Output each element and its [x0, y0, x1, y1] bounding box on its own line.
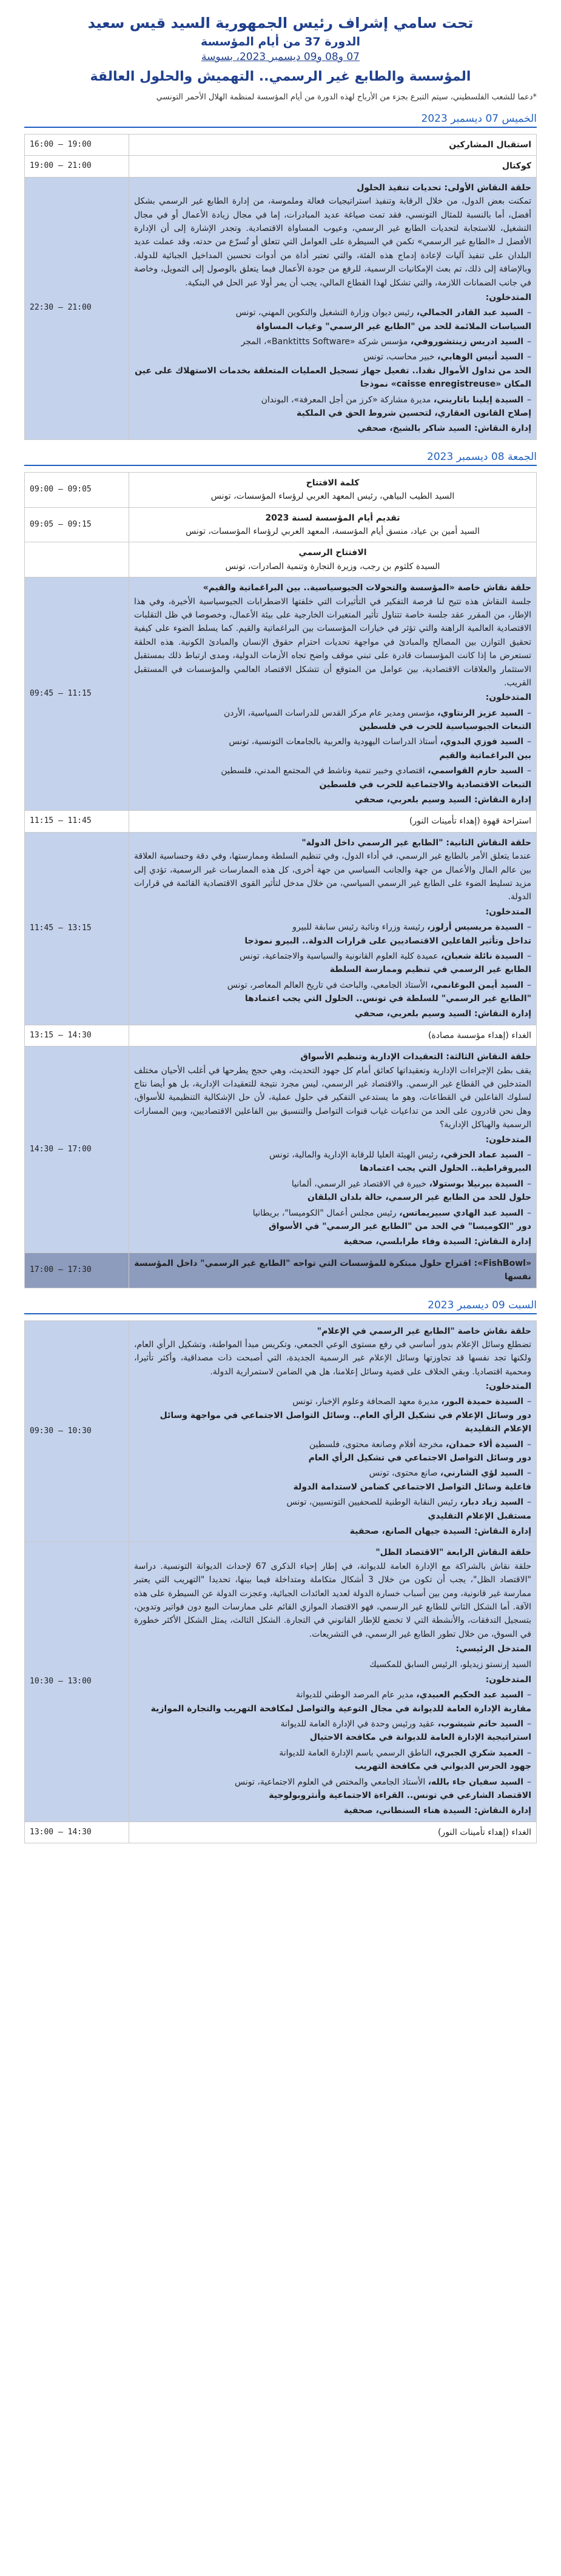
- speaker-role: رئيس ديوان وزارة التشغيل والتكوين المهني، تونس: [235, 308, 414, 318]
- session-description: تضطلع وسائل الإعلام بدور أساسي في رفع مستوى الوعي الجمعي، وتكريس مبدأ المواطنة، وتشكيل الرأي العام، ولكنها تجد نفسها قد تجاوزتها وسائل الإعلام غير الرسمية الجديدة، التي أصبحت ذات مصداقية، وأكثر تأثيرا، ومحمية اقتصاديا. وبقي الخلاف على قضية وسائل إعلامنا، هل هي الضامن لاستمرارية الدولة.: [134, 1339, 531, 1377]
- session-content: [129, 577, 537, 811]
- session-time: [25, 542, 129, 577]
- speakers-label: المتدخلون:: [485, 292, 531, 302]
- speaker-name: السيد عبد الهادي سبيريماتس،: [399, 1208, 523, 1218]
- session-content: [129, 811, 537, 832]
- session-row: [25, 1822, 537, 1843]
- program-header: [24, 15, 537, 84]
- speaker-dash: –: [527, 1468, 531, 1479]
- speaker-role: رئيس النقابة الوطنية للصحفيين التونسيين، تونس: [286, 1497, 457, 1508]
- speaker-line: [134, 735, 531, 748]
- speaker-name: السيد ادريس زينتشوروفي،: [410, 337, 523, 347]
- session-moderator: إدارة النقاش: السيدة وفاء طرابلسي، صحفية: [343, 1237, 531, 1247]
- speaker-role: عقيد ورئيس وحدة في الإدارة العامة للديوانة: [280, 1719, 435, 1729]
- day-heading: السبت 09 ديسمبر 2023: [24, 1299, 537, 1314]
- speaker-topic: "الطابع غير الرسمي" للسلطة في تونس.. الحلول التي يجب اعتمادها: [244, 994, 531, 1004]
- speaker-dash: –: [527, 352, 531, 362]
- session-time: 16:00 – 19:00: [25, 135, 129, 156]
- speaker-role: مؤسس شركة «Banktitts Software»، المجر: [241, 337, 408, 347]
- session-moderator: إدارة النقاش: السيدة جيهان الصانع، صحفية: [349, 1526, 531, 1536]
- session-title: حلقة النقاش الثانية: "الطابع غير الرسمي داخل الدولة": [301, 837, 531, 848]
- session-time: 11:45 – 13:15: [25, 832, 129, 1025]
- session-time: 11:15 – 11:45: [25, 811, 129, 832]
- session-content: [129, 1025, 537, 1046]
- speaker-line: [134, 1496, 531, 1509]
- speaker-role: رئيس مجلس أعمال "الكوميسا"، بريطانيا: [252, 1208, 397, 1218]
- speaker-name: السيد سفيان جاء بالله،: [428, 1777, 523, 1787]
- speakers-label: المتدخلون:: [485, 693, 531, 703]
- speaker-dash: –: [527, 766, 531, 776]
- speaker-line: [134, 1776, 531, 1789]
- speakers-label: المتدخلون:: [485, 1134, 531, 1145]
- speaker-name: السيد أيمن البوغانمي،: [430, 980, 523, 990]
- header-theme: المؤسسة والطابع غير الرسمي.. التهميش والحلول العالقة: [90, 69, 471, 84]
- speaker-line: [134, 393, 531, 407]
- speaker-name: السيد حاتم شيشوب،: [437, 1719, 523, 1729]
- speaker-line: [134, 1717, 531, 1731]
- speaker-name: العميد شكري الجبري،: [434, 1748, 523, 1758]
- donation-note: *دعما للشعب الفلسطيني، سيتم التبرع بجزء من الأرباح لهذه الدورة من أيام المؤسسة لمنظمة الهلال الأحمر التونسي: [156, 93, 537, 102]
- speakers-label: المتدخلون:: [485, 907, 531, 917]
- speaker-name: السيد أنيس الوهابي،: [437, 352, 523, 362]
- session-row: [25, 1253, 537, 1288]
- speaker-line: [134, 1177, 531, 1191]
- speaker-name: السيد عزيز الرنتاوي،: [437, 708, 523, 718]
- speaker-item: [134, 1206, 531, 1234]
- speaker-item: [134, 1717, 531, 1745]
- speaker-role: الأستاذ الجامعي والمختص في العلوم الاجتماعية، تونس: [235, 1777, 426, 1787]
- speaker-item: [134, 1688, 531, 1716]
- speaker-line: [134, 306, 531, 319]
- speaker-dash: –: [527, 1777, 531, 1787]
- session-title: الافتتاح الرسمي: [298, 548, 367, 558]
- speaker-topic: البيروقراطية.. الحلول التي يجب اعتمادها: [360, 1163, 531, 1174]
- session-time: 10:30 – 13:00: [25, 1542, 129, 1822]
- session-content: [129, 1253, 537, 1288]
- speaker-line: [134, 920, 531, 934]
- session-description: جلسة النقاش هذه تتيح لنا فرصة التفكير في التأثيرات التي خلفتها الاضطرابات الجيوسياسية الأخيرة، وفي هذا الإطار، من المقرر عقد جلسة خاصة تتناول تأثير المتغيرات الخارجية على بيئة الأعمال، وخصوصا في ظل التقلبات الاقتصادية العالمية الراهنة والتي تؤثر في خيارات المؤسسات بين البراغماتية والقيم. كما يسلط الضوء على كيفية تحقيق التوازن بين المصالح والمبادئ في مواجهة تحديات احترام حقوق الإنسان والمبادئ الكونية. هذه الحلقة تستعرض ما إذا كانت المؤسسات قادرة على تبني موقف واضح تجاه الأزمات الدولية، ومدى ارتباط ذلك بمستقبل الاستثمار والعلاقات الاقتصادية، بين عوامل من المتوقع أن تتشكل الاقتصاد العالمي والمؤسسات في المستقبل القريب.: [134, 596, 531, 688]
- speaker-dash: –: [527, 951, 531, 961]
- session-content: [129, 1822, 537, 1843]
- speaker-item: [134, 1148, 531, 1176]
- speaker-line: [134, 1688, 531, 1702]
- session-moderator: إدارة النقاش: السيد شاكر بالشيخ، صحفي: [357, 424, 531, 434]
- speakers-label: المتدخلون:: [485, 1382, 531, 1392]
- session-time: 13:15 – 14:30: [25, 1025, 129, 1046]
- speaker-dash: –: [527, 737, 531, 747]
- day-schedule-table: [24, 1320, 537, 1844]
- session-time: 22:30 – 21:00: [25, 177, 129, 439]
- session-row: [25, 1025, 537, 1046]
- speaker-dash: –: [527, 1150, 531, 1160]
- session-title: الغداء (إهداء تأمينات النور): [437, 1827, 531, 1837]
- speaker-line: [134, 335, 531, 348]
- session-content: [129, 177, 537, 439]
- header-edition: الدورة 37 من أيام المؤسسة: [201, 35, 360, 48]
- speaker-role: الأستاذ الجامعي، والباحث في تاريخ العالم المعاصر، تونس: [227, 980, 428, 990]
- speaker-line: [134, 350, 531, 364]
- speaker-item: [134, 1438, 531, 1465]
- speaker-item: [134, 979, 531, 1006]
- speaker-name: السيدة إيلينا باتاريني،: [433, 394, 523, 405]
- speaker-role: رئيسة وزراء ونائبة رئيس سابقة للبيرو: [292, 922, 425, 933]
- session-line: السيدة كلثوم بن رجب، وزيرة التجارة وتنمية الصادرات، تونس: [225, 561, 440, 571]
- speaker-line: [134, 764, 531, 777]
- session-title: الغداء (إهداء مؤسسة مصادة): [428, 1030, 531, 1040]
- session-title: «FishBowl»: اقتراح حلول مبتكرة للمؤسسات التي تواجه "الطابع غير الرسمي" داخل المؤسسة نفسها: [134, 1258, 531, 1282]
- speaker-dash: –: [527, 1439, 531, 1449]
- speaker-line: [134, 1206, 531, 1220]
- speaker-topic: إصلاح القانون العقاري، لتحسين شروط الحق في الملكية: [297, 408, 531, 419]
- speaker-item: [134, 920, 531, 948]
- speaker-role: رئيس الهيئة العليا للرقابة الإدارية والمالية، تونس: [269, 1150, 438, 1160]
- speaker-line: [134, 1466, 531, 1480]
- session-content: [129, 156, 537, 177]
- speaker-name: السيد عبد القادر الجمالي،: [416, 308, 523, 318]
- speaker-name: السيدة بيرنيلا بوستولا،: [429, 1179, 523, 1189]
- speaker-dash: –: [527, 1719, 531, 1729]
- session-row: [25, 177, 537, 439]
- speaker-item: [134, 1395, 531, 1436]
- speaker-role: مخرجة أفلام وصانعة محتوى، فلسطين: [309, 1439, 443, 1449]
- session-row: [25, 832, 537, 1025]
- session-moderator: إدارة النقاش: السيدة هناء السنطاني، صحفية: [343, 1806, 531, 1816]
- speaker-dash: –: [527, 308, 531, 318]
- speaker-role: مدير عام المرصد الوطني للديوانة: [295, 1690, 414, 1700]
- session-time: 09:00 – 09:05: [25, 472, 129, 507]
- speaker-role: الناطق الرسمي باسم الإدارة العامة للديوانة: [279, 1748, 432, 1758]
- session-row: [25, 135, 537, 156]
- speaker-topic: حلول للحد من الطابع غير الرسمي، حالة بلدان البلقان: [307, 1193, 531, 1203]
- session-line: السيد أمين بن عياد، منسق أيام المؤسسة، المعهد العربي لرؤساء المؤسسات، تونس: [186, 526, 480, 536]
- session-title: كوكتال: [502, 161, 531, 171]
- session-content: [129, 1320, 537, 1542]
- day-heading: الجمعة 08 ديسمبر 2023: [24, 451, 537, 466]
- header-title: تحت سامي إشراف رئيس الجمهورية السيد قيس سعيد: [87, 15, 474, 32]
- session-title: حلقة النقاش الرابعة "الاقتصاد الظل": [375, 1548, 531, 1558]
- speaker-topic: تداخل وتأثير الفاعلين الاقتصاديين على قرارات الدولة.. البيرو نموذجا: [244, 936, 531, 946]
- speaker-topic: الطابع غير الرسمي في تنظيم وممارسة السلطة: [329, 965, 531, 975]
- session-time: 13:00 – 14:30: [25, 1822, 129, 1843]
- session-time: 14:30 – 17:00: [25, 1047, 129, 1253]
- session-title: استراحة قهوة (إهداء تأمينات النور): [409, 816, 531, 827]
- day-schedule-table: [24, 472, 537, 1288]
- session-content: [129, 542, 537, 577]
- speaker-topic: فاعلية وسائل التواصل الاجتماعي كضامن لاستدامة الدولة: [293, 1482, 531, 1492]
- session-row: [25, 577, 537, 811]
- speaker-name: السيد زياد دبار،: [460, 1497, 523, 1508]
- session-title: تقديم أيام المؤسسة لسنة 2023: [265, 513, 400, 523]
- speaker-item: [134, 1466, 531, 1494]
- speaker-dash: –: [527, 708, 531, 718]
- session-row: [25, 507, 537, 542]
- speaker-line: [134, 950, 531, 963]
- speaker-dash: –: [527, 1208, 531, 1218]
- session-row: [25, 811, 537, 832]
- program-days: [24, 113, 537, 1843]
- session-title: استقبال المشاركين: [449, 140, 531, 150]
- speaker-name: السيد حازم القواسمي،: [428, 766, 523, 776]
- speaker-role: مديرة مشاركة «كرز من أجل المعرفة»، البوندان: [261, 394, 431, 405]
- speaker-dash: –: [527, 1748, 531, 1758]
- session-title: حلقة نقاش خاصة «المؤسسة والتحولات الجيوسياسية.. بين البراغماتية والقيم»: [203, 583, 531, 593]
- speaker-role: خبير محاسب، تونس: [363, 352, 435, 362]
- speaker-item: [134, 950, 531, 977]
- speaker-item: [134, 707, 531, 734]
- session-content: [129, 472, 537, 507]
- session-content: [129, 832, 537, 1025]
- speaker-line: [134, 1148, 531, 1162]
- speaker-item: [134, 764, 531, 791]
- session-title: حلقة النقاش الأولى: تحديات تنفيذ الحلول: [357, 182, 531, 193]
- session-description: عندما يتعلق الأمر بالطابع غير الرسمي، في أداء الدول، وفي تنظيم السلطة وممارستها، وفي دقة وحساسية العلاقة بين عالم المال والأعمال من جهة والجانب السياسي من جهة أخرى، كل هذه الممارسات غير الرسمية، تؤدي إلى مزيد تسليط الضوء على الطابع غير الرسمي السياسي، من خلال مدخل لتأثير القوى الاقتصادية القائمة في قرارات الدولة.: [134, 851, 531, 902]
- speaker-topic: مستقبل الإعلام التقليدي: [428, 1511, 531, 1521]
- session-row: [25, 542, 537, 577]
- day-heading: الخميس 07 ديسمبر 2023: [24, 113, 537, 128]
- speaker-topic: دور وسائل الإعلام في تشكيل الرأي العام.. وسائل التواصل الاجتماعي في مواجهة وسائل الإعلام التقليدية: [160, 1410, 531, 1434]
- speaker-role: عميدة كلية العلوم القانونية والسياسية والاجتماعية، تونس: [240, 951, 438, 961]
- speaker-item: [134, 1177, 531, 1205]
- speaker-item: [134, 735, 531, 762]
- keynote-speaker: السيد إرنستو زيديلو، الرئيس السابق للمكسيك: [369, 1659, 531, 1669]
- session-time: 17:00 – 17:30: [25, 1253, 129, 1288]
- speaker-topic: الاقتصاد الشارعي في تونس.. القراءة الاجتماعية وأنثروبولوجية: [269, 1791, 531, 1801]
- session-line: السيد الطيب البياهي، رئيس المعهد العربي لرؤساء المؤسسات، تونس: [210, 491, 455, 502]
- speaker-name: السيدة مريسيس أرلوز،: [427, 922, 523, 933]
- speaker-topic: مقاربة الإدارة العامة للديوانة في مجال التوعية والتواصل لمكافحة التهريب والتجارة الموازية: [150, 1703, 531, 1714]
- speaker-topic: الحد من تداول الأموال نقدا.. تفعيل جهاز تسجيل العمليات المتعلقة بخدمات الاستهلاك على عين المكان «caisse enregistreuse» نموذجا: [135, 365, 531, 390]
- session-time: 09:05 – 09:15: [25, 507, 129, 542]
- session-description: تمكنت بعض الدول، من خلال الرقابة وتنفيذ استراتيجيات فعالة وملموسة، من إدارة الطابع غير الرسمي بشكل أفضل، أما بالنسبة للمثال التونسي، فقد تمت صياغة عديد المبادرات، إما في مجال زيادة الأعمال أو في مجال التشغيل، للاستجابة لتحديات الطابع غير الرسمي، وعيوب المساواة الاقتصادية. وتجدر الإشارة إلى أن الإدارة الأفضل لـ «الطابع غير الرسمي» تكمن في السيطرة على العوامل التي تتعلق أو تُسرّع من حدته، وقد عملت عديد البلدان على تنفيذ آليات لإعادة إدماج هذه الفئة، والتي تعتبر أداة من أدوات تحسين المداخيل الجبائية للدولة. وبالإضافة إلى ذلك، تم بعث الإمكانيات الرسمية، للرفع من جودة الأعمال فيما يتعلق بالوصول إلى التمويل، وخاصة في جانب الضمانات اللازمة، والتي تشكل لهذا القطاع المالي، يجب أن يمر أولا عبر الحل في البنكية.: [134, 196, 531, 288]
- program-page: [12, 0, 549, 1868]
- speaker-line: [134, 979, 531, 992]
- speaker-name: السيدة حميدة البور،: [441, 1397, 523, 1407]
- speaker-topic: السياسات الملائمة للحد من "الطابع غير الرسمي" وغياب المساواة: [256, 321, 531, 331]
- speaker-role: أستاذ الدراسات اليهودية والعربية بالجامعات التونسية، تونس: [229, 737, 438, 747]
- speaker-name: السيدة نائلة شعبان،: [440, 951, 523, 961]
- session-content: [129, 1047, 537, 1253]
- speaker-line: [134, 707, 531, 720]
- session-content: [129, 135, 537, 156]
- speaker-dash: –: [527, 1397, 531, 1407]
- speaker-name: السيد لؤي الشارني،: [440, 1468, 523, 1479]
- speaker-item: [134, 393, 531, 421]
- speaker-dash: –: [527, 1690, 531, 1700]
- speaker-name: السيد عبد الحكيم العبيدي،: [416, 1690, 523, 1700]
- speaker-item: [134, 335, 531, 348]
- header-dates: 07 و08 و09 ديسمبر 2023، بسوسة: [201, 51, 360, 63]
- speaker-role: صانع محتوى، تونس: [369, 1468, 438, 1479]
- session-title: حلقة نقاش خاصة "الطابع غير الرسمي في الإعلام": [317, 1326, 531, 1336]
- session-row: [25, 156, 537, 177]
- speaker-topic: دور "الكوميسا" في الحد من "الطابع غير الرسمي" في الأسواق: [269, 1221, 531, 1231]
- speaker-item: [134, 1496, 531, 1523]
- speaker-dash: –: [527, 1179, 531, 1189]
- speaker-role: مديرة معهد الصحافة وعلوم الإخبار، تونس: [292, 1397, 438, 1407]
- speaker-role: اقتصادي وخبير تنمية وناشط في المجتمع المدني، فلسطين: [221, 766, 425, 776]
- session-time: 09:30 – 10:30: [25, 1320, 129, 1542]
- speaker-topic: بين البراغماتية والقيم: [439, 750, 531, 760]
- session-row: [25, 1047, 537, 1253]
- speaker-role: مؤسس ومدير عام مركز القدس للدراسات السياسية، الأردن: [224, 708, 435, 718]
- session-row: [25, 1542, 537, 1822]
- session-content: [129, 1542, 537, 1822]
- session-time: 19:00 – 21:00: [25, 156, 129, 177]
- day-schedule-table: [24, 134, 537, 440]
- speaker-role: خبيرة في الاقتصاد غير الرسمي، ألمانيا: [291, 1179, 427, 1189]
- session-content: [129, 507, 537, 542]
- session-description: يقف بطئ الإجراءات الإدارية وتعقيداتها كعائق أمام كل جهود التحديث، وهي حجج يطرحها في أغلب الأحيان مختلف المتدخلين في القطاع غير الرسمي. والاقتصاد غير الرسمي، ليس مجرد نتيجة للتعقيدات الإدارية، بل هو أيضا نتاج لسلوك الفاعلين في القطاعات، وهو ما يستدعي التفكير في حلول عملية، لأن حل الإشكالية التنظيمية للأسواق، وهل نحن قادرون على الحد من تداعيات غياب قنوات التواصل والتنسيق بين الفاعلين الاقتصاديين، وبين المسارات الرسمية والهياكل الإدارية؟: [134, 1065, 531, 1130]
- session-moderator: إدارة النقاش: السيد وسيم بلعربي، صحفي: [355, 795, 531, 805]
- session-time: 09:45 – 11:15: [25, 577, 129, 811]
- speaker-name: السيد عماد الحزقي،: [440, 1150, 523, 1160]
- speakers-label: المتدخل الرئيسي:: [455, 1644, 531, 1654]
- speaker-topic: التبعات الجيوسياسية للحرب في فلسطين: [359, 722, 531, 732]
- speaker-topic: استراتيجية الإدارة العامة للديوانة في مكافحة الاحتيال: [309, 1732, 531, 1743]
- session-row: [25, 472, 537, 507]
- speaker-item: [134, 350, 531, 391]
- speaker-item: [134, 1776, 531, 1803]
- speaker-name: السيد فوزي البدوي،: [440, 737, 523, 747]
- speaker-dash: –: [527, 394, 531, 405]
- speaker-name: السيدة ألاء حمدان،: [445, 1439, 523, 1449]
- speaker-dash: –: [527, 337, 531, 347]
- session-title: حلقة النقاش الثالثة: التعقيدات الإدارية وتنظيم الأسواق: [300, 1052, 531, 1062]
- speaker-line: [134, 1438, 531, 1451]
- speaker-dash: –: [527, 980, 531, 990]
- speaker-topic: دور وسائل التواصل الاجتماعي في تشكيل الرأي العام: [308, 1453, 531, 1463]
- speaker-line: [134, 1395, 531, 1408]
- session-description: حلقة نقاش بالشراكة مع الإدارة العامة للديوانة، في إطار إحياء الذكرى 67 لإحداث الديوانة التونسية. دراسة "الاقتصاد الظل"، يجب أن تكون من خلال 3 أشكال متكاملة ومتداخلة فيما بينها، تحديدا "التهريب التي يعتبر ممارسة غير قانونية، ومن بين أسباب خسارة الدولة لعديد العائدات الجبائية، وعجزت الدولة عن السيطرة على هذه الآفة. أما الشكل الثاني للطابع غير الرسمي، فهو الاقتصاد الموازي القائم على ممارسات البيع دون فواتير وتدوين، بتسجيل التدفقات، والأنشطة التي لا تخضع للإطار القانوني في التجارة. الشكل الثالث، يمثل الشكل الأكثر خطورة في السوق، من خلال تطور الطابع غير الرسمي، في التشريعات.: [134, 1561, 531, 1639]
- speaker-topic: التبعات الاقتصادية والاجتماعية للحرب في فلسطين: [319, 779, 531, 790]
- speaker-item: [134, 1746, 531, 1774]
- session-row: [25, 1320, 537, 1542]
- speakers-label: المتدخلون:: [485, 1674, 531, 1685]
- speaker-dash: –: [527, 922, 531, 933]
- speaker-dash: –: [527, 1497, 531, 1508]
- session-moderator: إدارة النقاش: السيد وسيم بلعربي، صحفي: [355, 1009, 531, 1019]
- session-title: كلمة الافتتاح: [306, 478, 360, 488]
- speaker-topic: جهود الحرس الديواني في مكافحة التهريب: [354, 1762, 531, 1772]
- speaker-line: [134, 1746, 531, 1760]
- speaker-item: [134, 306, 531, 333]
